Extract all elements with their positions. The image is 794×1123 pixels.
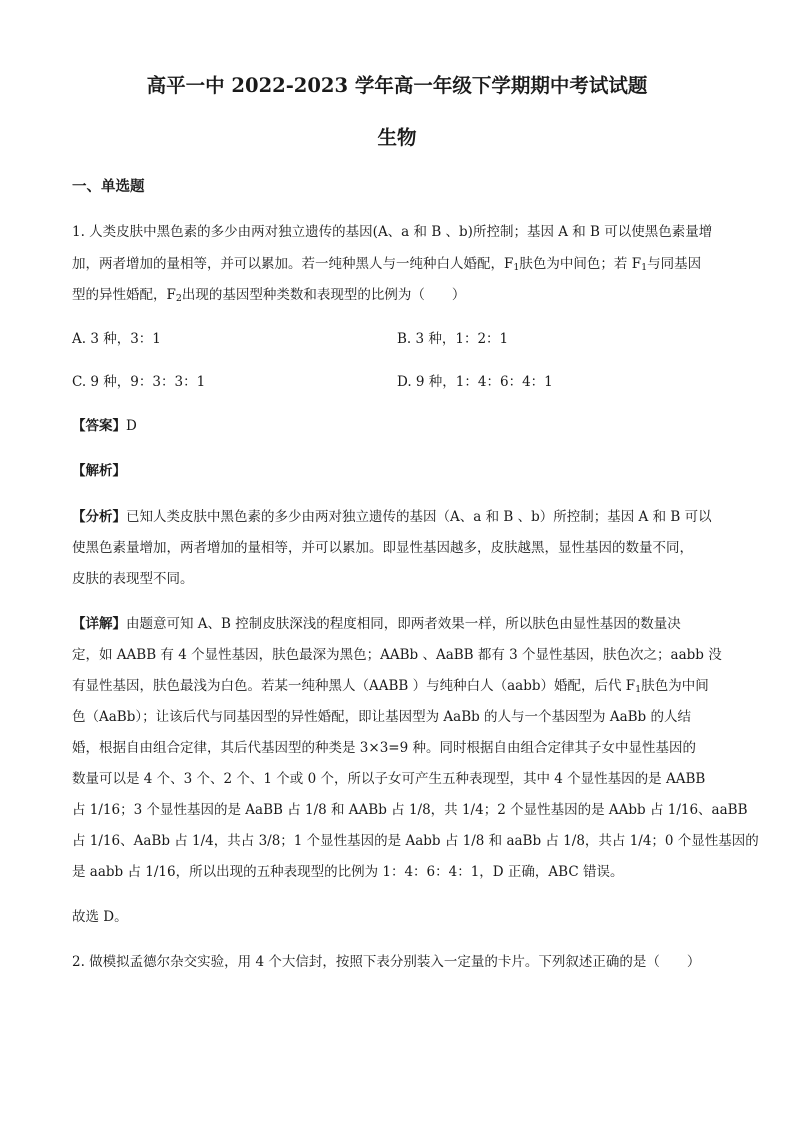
q2-stem: 2. 做模拟孟德尔杂交实验，用 4 个大信封，按照下表分别装入一定量的卡片。下列叙述正确的是（ ） [72,954,701,970]
q1-fenxi-line-3: 皮肤的表现型不同。 [72,571,194,587]
q1-answer: 【答案】D [72,418,137,434]
q1-analysis-label: 【解析】 [72,463,126,479]
q1-stem-line-2: 加，两者增加的量相等，并可以累加。若一纯种黑人与一纯种白人婚配，$F_1$肤色为中间色；若 $F_1$与同基因 [72,256,702,273]
q1-option-d: D. 9 种，1：4：6：4：1 [397,374,553,390]
q1-xiangjie-line-3: 有显性基因，肤色最浅为白色。若某一纯种黑人（AABB ）与纯种白人（aabb）婚配，后代 $F_1$肤色为中间 [72,678,709,695]
q1-option-b: B. 3 种，1：2：1 [397,331,509,347]
q1-xiangjie-line-7: 占 1/16；3 个显性基因的是 AaBB 占 1/8 和 AABb 占 1/8，共 1/4；2 个显性基因的是 AAbb 占 1/16、aaBB [72,802,748,818]
exam-title: 高平一中 2022-2023 学年高一年级下学期期中考试试题 [146,74,648,97]
q1-xiangjie-line-5: 婚，根据自由组合定律，其后代基因型的种类是 3×3=9 种。同时根据自由组合定律其子女中显性基因的 [72,740,696,756]
q1-fenxi-line-1: 【分析】已知人类皮肤中黑色素的多少由两对独立遗传的基因（A、a 和 B 、b）所控制；基因 A 和 B 可以 [72,509,712,525]
q1-xiangjie-line-9: 是 aabb 占 1/16，所以出现的五种表现型的比例为 1：4：6：4：1，D 正确，ABC 错误。 [72,864,624,880]
q1-xiangjie-line-8: 占 1/16、AaBb 占 1/4，共占 3/8；1 个显性基因的是 Aabb 占 1/8 和 aaBb 占 1/8，共占 1/4；0 个显性基因的 [72,833,759,849]
q1-conclusion: 故选 D。 [72,909,128,925]
q1-fenxi-line-2: 使黑色素量增加，两者增加的量相等，并可以累加。即显性基因越多，皮肤越黑，显性基因的数量不同， [72,540,693,556]
q1-xiangjie-line-6: 数量可以是 4 个、3 个、2 个、1 个或 0 个，所以子女可产生五种表现型，其中 4 个显性基因的是 AABB [72,771,706,787]
q1-xiangjie-line-4: 色（AaBb）；让该后代与同基因型的异性婚配，即让基因型为 AaBb 的人与一个基因型为 AaBb 的人结 [72,709,691,725]
subject-title: 生物 [377,126,417,149]
section-heading: 一、单选题 [72,178,145,195]
q1-xiangjie-line-1: 【详解】由题意可知 A、B 控制皮肤深浅的程度相同，即两者效果一样，所以肤色由显性基因的数量决 [72,616,681,632]
q1-stem-line-1: 1. 人类皮肤中黑色素的多少由两对独立遗传的基因(A、a 和 B 、b)所控制；基因 A 和 B 可以使黑色素量增 [72,224,713,240]
q1-stem-line-3: 型的异性婚配，$F_2$出现的基因型种类数和表现型的比例为（ ） [72,287,466,304]
q1-option-a: A. 3 种，3：1 [72,331,161,347]
q1-option-c: C. 9 种，9：3：3：1 [72,374,206,390]
q1-xiangjie-line-2: 定，如 AABB 有 4 个显性基因，肤色最深为黑色；AABb 、AaBB 都有 3 个显性基因，肤色次之；aabb 没 [72,647,722,663]
